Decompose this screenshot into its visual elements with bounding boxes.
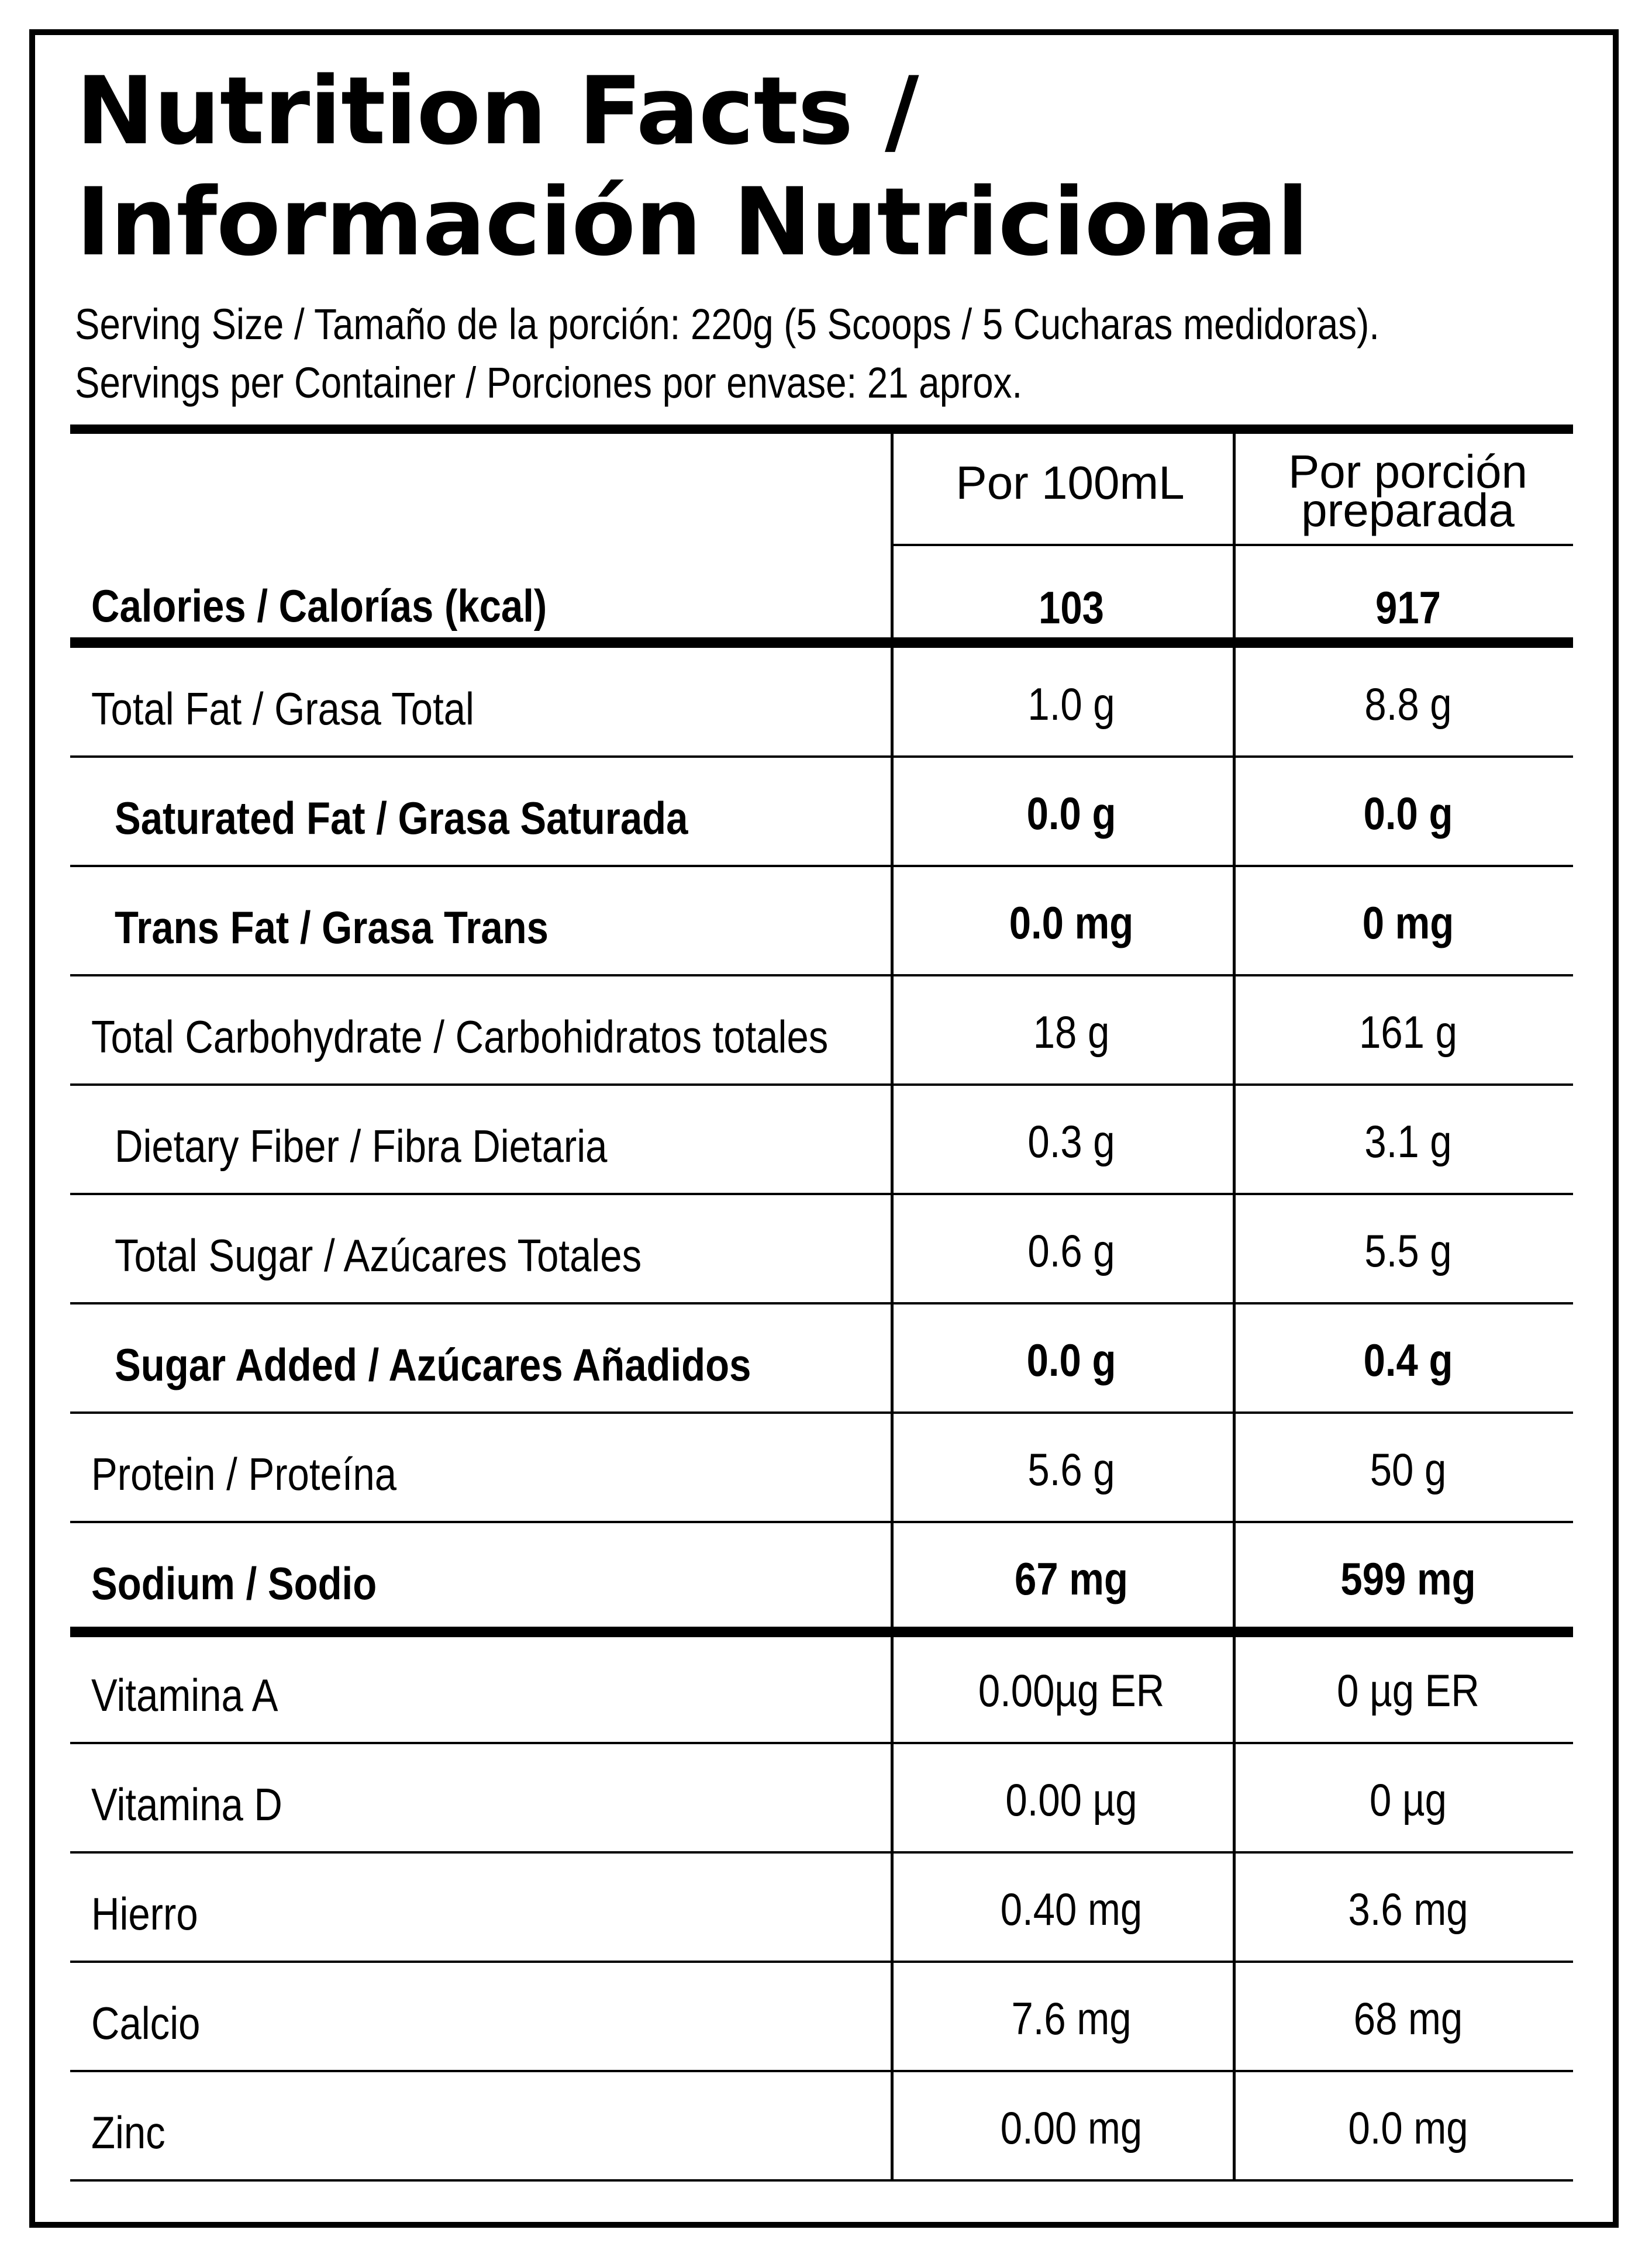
calories-thick-rule bbox=[70, 637, 1573, 648]
nutrient-label: Dietary Fiber / Fibra Dietaria bbox=[115, 1120, 608, 1172]
nutrient-label: Total Fat / Grasa Total bbox=[91, 683, 474, 734]
nutrient-value-per-100ml: 67 mg bbox=[1015, 1553, 1128, 1604]
nutrient-label: Saturated Fat / Grasa Saturada bbox=[115, 792, 688, 844]
row-divider bbox=[70, 1521, 1573, 1523]
per-serving-line-1: Por porción bbox=[1288, 446, 1528, 498]
vitamin-value-per-100ml: 0.00 µg bbox=[1005, 1774, 1137, 1825]
nutrient-value-per-serving: 0 mg bbox=[1362, 897, 1454, 948]
vitamin-label: Hierro bbox=[91, 1888, 198, 1939]
serving-info bbox=[75, 295, 1379, 412]
calories-per-serving: 917 bbox=[1375, 582, 1441, 633]
nutrient-value-per-100ml: 0.0 g bbox=[1026, 788, 1116, 839]
nutrient-value-per-serving: 5.5 g bbox=[1364, 1225, 1452, 1276]
row-divider bbox=[70, 1742, 1573, 1744]
row-divider bbox=[70, 865, 1573, 867]
title-line-1: Nutrition Facts / bbox=[76, 56, 919, 165]
vitamin-value-per-100ml: 0.00 mg bbox=[1000, 2102, 1143, 2153]
row-divider bbox=[70, 755, 1573, 758]
vitamin-value-per-serving: 0.0 mg bbox=[1348, 2102, 1468, 2153]
row-divider bbox=[70, 1302, 1573, 1304]
nutrient-value-per-serving: 3.1 g bbox=[1364, 1116, 1452, 1167]
row-divider bbox=[70, 974, 1573, 976]
column-divider-1 bbox=[891, 424, 894, 2182]
servings-per-container: Servings per Container / Porciones por envase: 21 aprox. bbox=[75, 358, 1023, 407]
column-header-per-serving bbox=[1243, 446, 1573, 536]
top-thick-rule bbox=[70, 424, 1573, 434]
vitamin-value-per-serving: 3.6 mg bbox=[1348, 1883, 1468, 1935]
vitamin-value-per-serving: 0 µg bbox=[1370, 1774, 1447, 1825]
row-divider bbox=[70, 2179, 1573, 2182]
nutrient-label: Total Sugar / Azúcares Totales bbox=[115, 1230, 642, 1281]
vitamin-label: Vitamina A bbox=[91, 1669, 278, 1721]
nutrient-value-per-serving: 8.8 g bbox=[1364, 678, 1452, 730]
row-divider bbox=[70, 1411, 1573, 1414]
calories-per-100ml: 103 bbox=[1039, 582, 1104, 633]
nutrient-value-per-100ml: 0.0 g bbox=[1026, 1334, 1116, 1386]
vitamin-value-per-serving: 0 µg ER bbox=[1337, 1665, 1479, 1716]
row-divider bbox=[70, 1961, 1573, 1963]
nutrient-value-per-serving: 0.0 g bbox=[1363, 788, 1453, 839]
vitamin-value-per-100ml: 0.40 mg bbox=[1000, 1883, 1143, 1935]
serving-size: Serving Size / Tamaño de la porción: 220g (5 Scoops / 5 Cucharas medidoras). bbox=[75, 300, 1379, 348]
nutrient-value-per-serving: 161 g bbox=[1359, 1006, 1457, 1058]
nutrition-title bbox=[76, 56, 1308, 278]
nutrient-value-per-serving: 0.4 g bbox=[1363, 1334, 1453, 1386]
nutrient-value-per-100ml: 18 g bbox=[1033, 1006, 1110, 1058]
nutrient-value-per-100ml: 5.6 g bbox=[1027, 1444, 1115, 1495]
title-line-2: Información Nutricional bbox=[76, 167, 1309, 277]
nutrient-label: Sodium / Sodio bbox=[91, 1558, 377, 1609]
vitamin-value-per-100ml: 7.6 mg bbox=[1011, 1993, 1132, 2044]
vitamin-value-per-serving: 68 mg bbox=[1353, 1993, 1463, 2044]
nutrient-value-per-100ml: 0.3 g bbox=[1027, 1116, 1115, 1167]
vitamin-label: Calcio bbox=[91, 1997, 201, 2049]
nutrient-label: Total Carbohydrate / Carbohidratos totales bbox=[91, 1011, 829, 1062]
nutrient-value-per-100ml: 0.0 mg bbox=[1009, 897, 1134, 948]
row-divider bbox=[70, 2070, 1573, 2072]
nutrient-value-per-serving: 50 g bbox=[1370, 1444, 1447, 1495]
vitamin-label: Vitamina D bbox=[91, 1779, 282, 1830]
row-divider bbox=[70, 1851, 1573, 1854]
nutrient-label: Sugar Added / Azúcares Añadidos bbox=[115, 1339, 751, 1390]
nutrient-label: Trans Fat / Grasa Trans bbox=[115, 902, 549, 953]
row-divider bbox=[70, 1083, 1573, 1086]
column-header-per-100ml: Por 100mL bbox=[956, 457, 1185, 509]
nutrient-value-per-100ml: 0.6 g bbox=[1027, 1225, 1115, 1276]
sodium-thick-rule bbox=[70, 1627, 1573, 1637]
nutrient-value-per-serving: 599 mg bbox=[1340, 1553, 1476, 1604]
nutrient-label: Protein / Proteína bbox=[91, 1448, 397, 1500]
row-divider bbox=[70, 1193, 1573, 1195]
vitamin-label: Zinc bbox=[91, 2107, 165, 2158]
per-serving-line-2: preparada bbox=[1301, 484, 1515, 536]
nutrient-value-per-100ml: 1.0 g bbox=[1027, 678, 1115, 730]
column-divider-2 bbox=[1233, 424, 1236, 2182]
vitamin-value-per-100ml: 0.00µg ER bbox=[978, 1665, 1165, 1716]
calories-label: Calories / Calorías (kcal) bbox=[91, 580, 547, 631]
nutrition-table bbox=[70, 424, 1573, 2179]
